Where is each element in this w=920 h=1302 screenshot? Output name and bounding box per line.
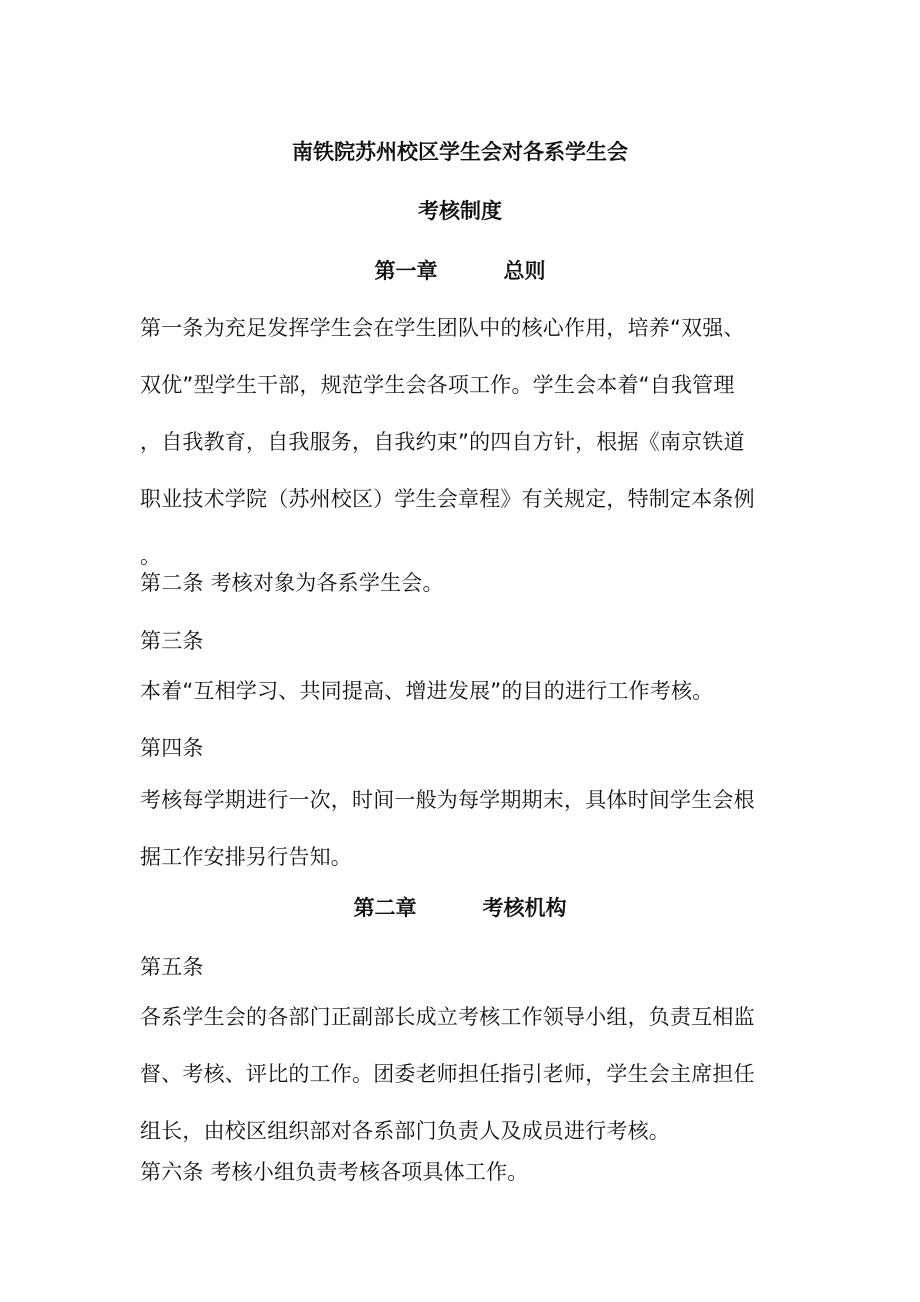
article-5 [140, 952, 780, 982]
chapter-1-name: 总则 [503, 259, 546, 283]
article-3-text: 本着“互相学习、共同提高、增进发展”的目的进行工作考核。 [140, 679, 714, 703]
document-title-line-1: 南铁院苏州校区学生会对各系学生会 [292, 140, 628, 164]
article-3-label: 第三条 [140, 629, 204, 653]
article-5-line: 督、考核、评比的工作。团委老师担任指引老师，学生会主席担任 [140, 1062, 755, 1086]
chapter-1-heading [0, 256, 920, 286]
article-4-label: 第四条 [140, 736, 204, 760]
article-3 [140, 626, 780, 656]
article-5-line: 组长，由校区组织部对各系部门负责人及成员进行考核。 [140, 1119, 670, 1143]
article-4-line: 据工作安排另行告知。 [140, 845, 352, 869]
article-3-body [140, 676, 780, 706]
chapter-2-heading [0, 893, 920, 923]
article-4-body [140, 785, 780, 872]
article-6-text: 第六条 考核小组负责考核各项具体工作。 [140, 1160, 529, 1184]
article-1-line: 职业技术学院（苏州校区）学生会章程》有关规定，特制定本条例 [140, 487, 755, 511]
article-4 [140, 733, 780, 763]
document-title-line-2: 考核制度 [418, 199, 502, 223]
chapter-2-number: 第二章 [353, 896, 417, 920]
article-5-body [140, 1002, 780, 1146]
article-1-line: 。 [140, 544, 162, 568]
article-5-line: 各系学生会的各部门正副部长成立考核工作领导小组，负责互相监 [140, 1005, 755, 1029]
chapter-2-name: 考核机构 [482, 896, 567, 920]
article-1-line: 第一条为充足发挥学生会在学生团队中的核心作用，培养“双强、 [140, 316, 745, 340]
article-5-label: 第五条 [140, 955, 204, 979]
article-2 [140, 568, 780, 598]
article-1-line: ，自我教育，自我服务，自我约束”的四自方针，根据《南京铁道 [140, 430, 745, 454]
article-1 [140, 313, 780, 571]
article-1-line: 双优”型学生干部，规范学生会各项工作。学生会本着“自我管理 [140, 373, 735, 397]
article-2-text: 第二条 考核对象为各系学生会。 [140, 571, 444, 595]
chapter-1-number: 第一章 [374, 259, 438, 283]
article-4-line: 考核每学期进行一次，时间一般为每学期期末，具体时间学生会根 [140, 788, 755, 812]
article-6 [140, 1157, 780, 1187]
